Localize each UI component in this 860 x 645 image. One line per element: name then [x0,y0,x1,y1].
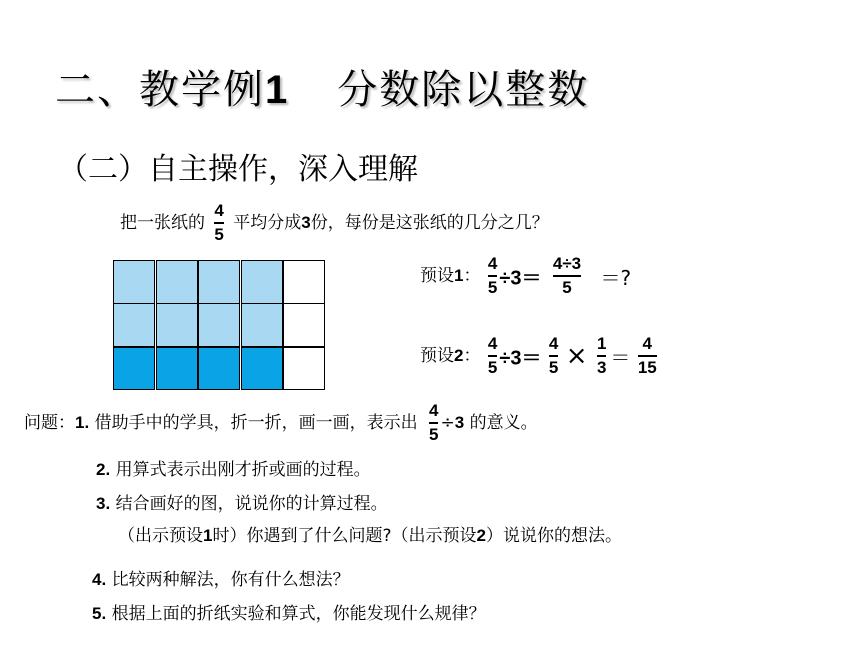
preset-1-equation: 预设1： $\frac{4}{5}$ ÷3＝ $\frac{4\div 3}{5}$ ＝? [420,254,632,297]
section-subtitle: （二）自主操作，深入理解 [58,152,418,187]
problem-statement: 把一张纸的 $\frac{4}{5}$ 平均分成3份，每份是这张纸的几分之几？ [120,201,549,244]
page-title: 二、教学例1 分数除以整数 [55,67,590,113]
question-3: 3. 结合画好的图，说说你的计算过程。 [96,494,388,514]
fraction: $\frac{4}{5}$ [487,254,498,297]
grid-cell [283,260,325,304]
fraction: $\frac{4}{5}$ [548,334,559,377]
question-3-followup: （出示预设1时）你遇到了什么问题?（出示预设2）说说你的想法。 [118,526,622,546]
grid-cell [113,260,155,304]
grid-cell [241,347,283,391]
paper-grid-diagram [113,260,327,390]
grid-cell [156,303,198,347]
grid-cell [113,303,155,347]
question-4: 4. 比较两种解法，你有什么想法？ [92,570,350,590]
grid-cell [241,260,283,304]
fraction: $\frac{4}{5}$ [487,334,498,377]
question-5: 5. 根据上面的折纸实验和算式，你能发现什么规律？ [92,604,486,624]
fraction: $\frac{4\div 3}{5}$ [552,254,582,297]
fraction: $\frac{4}{5}$ [429,401,439,444]
grid-cell [156,260,198,304]
fraction: $\frac{4}{15}$ [637,334,657,377]
grid-cell [198,347,240,391]
preset-2-equation: 预设2： $\frac{4}{5}$ ÷3＝ $\frac{4}{5}$ × $\frac{1}{3}$ ＝ $\frac{4}{15}$ [420,334,657,377]
grid-cell [113,347,155,391]
fraction: $\frac{1}{3}$ [596,334,607,377]
grid-cell [241,303,283,347]
grid-cell [156,347,198,391]
grid-cell [198,260,240,304]
question-1: 问题：1. 借助手中的学具，折一折，画一画，表示出 $\frac{4}{5}$ ÷3 的意义。 [24,401,538,444]
grid-cell [198,303,240,347]
question-2: 2. 用算式表示出刚才折或画的过程。 [96,460,371,480]
grid-cell [283,303,325,347]
fraction-four-fifths: $\frac{4}{5}$ [214,201,224,244]
grid-cell [283,347,325,391]
